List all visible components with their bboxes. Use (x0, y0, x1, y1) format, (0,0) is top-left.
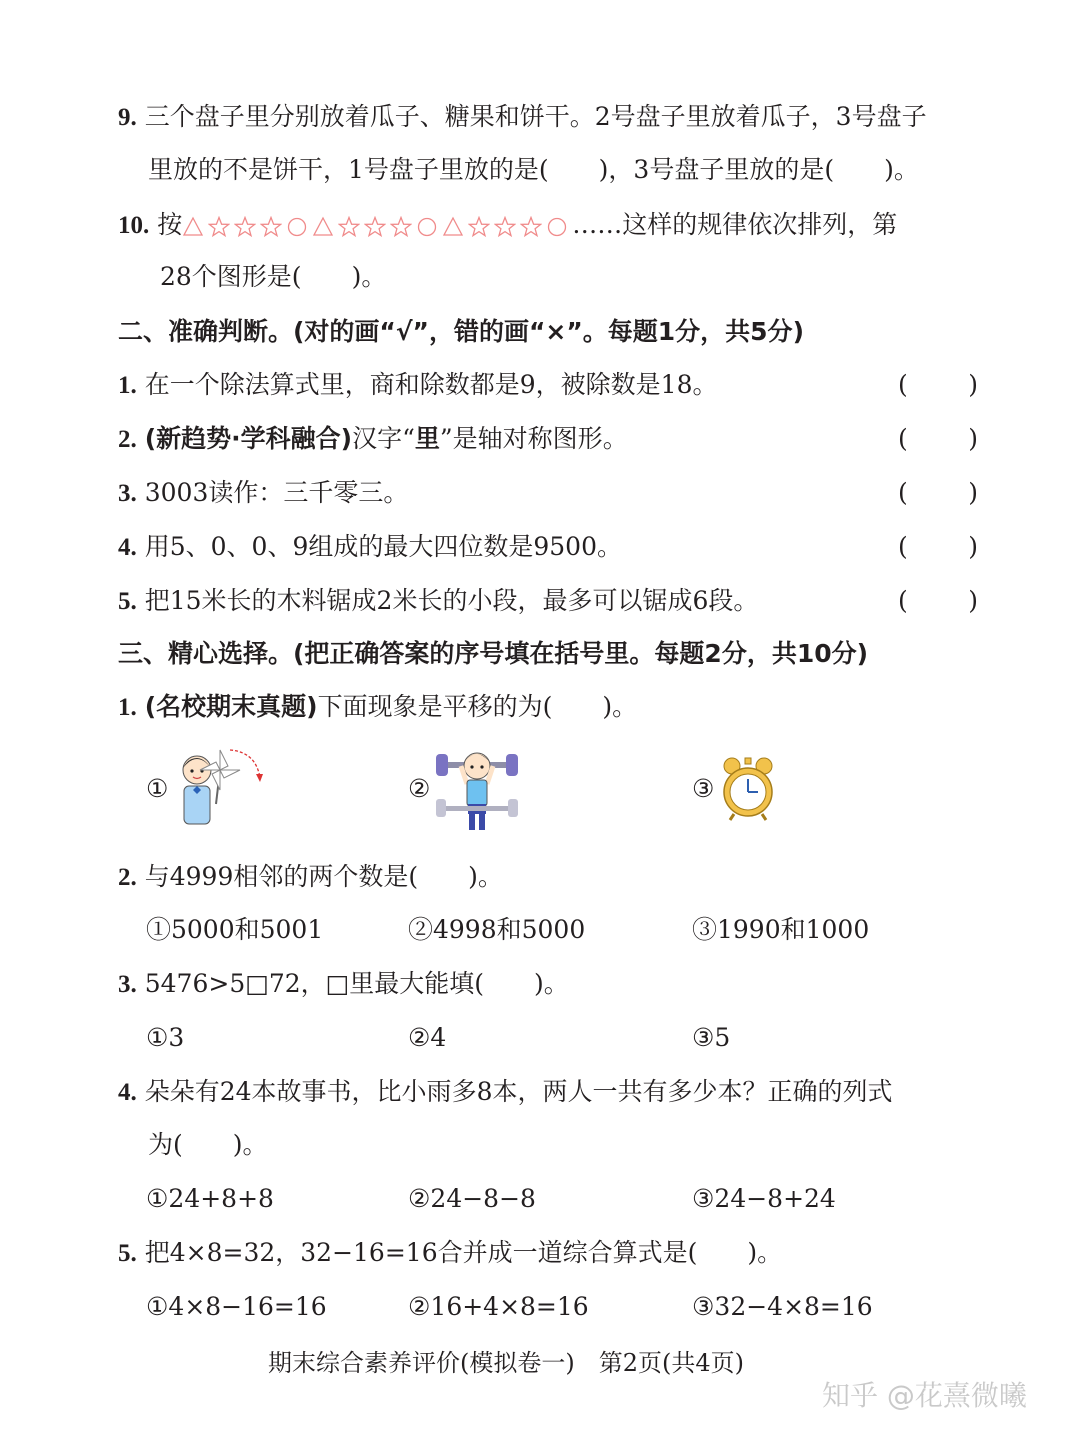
option-1[interactable]: ①24+8+8 (146, 1184, 274, 1213)
page-footer: 期末综合素养评价(模拟卷一) 第2页(共4页) (268, 1349, 744, 1377)
question-prefix: 按 (157, 210, 183, 239)
option-3[interactable]: ③5 (692, 1023, 731, 1052)
item-number: 3. (118, 480, 137, 507)
watermark: 知乎 @花熹微曦 (822, 1379, 1027, 1412)
judge-item-4 (118, 530, 622, 565)
item-number: 5. (118, 588, 137, 615)
triangle-icon (442, 216, 464, 238)
star-icon (208, 216, 230, 238)
item-text: 3003读作：三千零三。 (144, 478, 409, 507)
question-9-line-1 (118, 100, 927, 135)
question-number: 10. (118, 212, 150, 239)
star-icon (260, 216, 282, 238)
item-text: 用5、0、0、9组成的最大四位数是9500。 (144, 532, 622, 561)
question-text: 5476>5□72，□里最大能填( )。 (144, 969, 569, 998)
question-text: 与4999相邻的两个数是( )。 (144, 862, 503, 891)
alarm-clock-image (718, 756, 778, 822)
judge-item-5 (118, 584, 758, 619)
option-2[interactable]: ②16+4×8=16 (408, 1292, 589, 1321)
option-3[interactable]: ③32−4×8=16 (692, 1292, 873, 1321)
answer-parentheses[interactable]: ( ) (898, 370, 978, 399)
shape-sequence (182, 210, 572, 239)
question-number: 1. (118, 694, 137, 721)
judge-item-1 (118, 368, 717, 403)
option-2-marker[interactable]: ② (408, 774, 431, 803)
item-number: 2. (118, 426, 137, 453)
question-tag: (名校期末真题) (144, 692, 318, 721)
star-icon (338, 216, 360, 238)
choice-question-2 (118, 860, 503, 895)
option-1-marker[interactable]: ① (146, 774, 169, 803)
star-icon (468, 216, 490, 238)
triangle-icon (312, 216, 334, 238)
choice-question-1 (118, 690, 637, 725)
boy-pinwheel-image (176, 744, 266, 830)
star-icon (364, 216, 386, 238)
item-number: 4. (118, 534, 137, 561)
option-2[interactable]: ②4 (408, 1023, 447, 1052)
question-suffix: ……这样的规律依次排列，第 (572, 210, 898, 239)
option-2[interactable]: ②24−8−8 (408, 1184, 536, 1213)
star-icon (494, 216, 516, 238)
question-9-line-2: 里放的不是饼干，1号盘子里放的是( )，3号盘子里放的是( )。 (148, 155, 919, 184)
item-number: 1. (118, 372, 137, 399)
question-number: 3. (118, 971, 137, 998)
choice-question-4-line-2: 为( )。 (148, 1130, 268, 1159)
circle-icon (546, 216, 568, 238)
answer-parentheses[interactable]: ( ) (898, 424, 978, 453)
item-text: 在一个除法算式里，商和除数都是9，被除数是18。 (144, 370, 718, 399)
circle-icon (416, 216, 438, 238)
question-text: 三个盘子里分别放着瓜子、糖果和饼干。2号盘子里放着瓜子，3号盘子 (144, 102, 927, 131)
circle-icon (286, 216, 308, 238)
section-3-title: 三、精心选择。(把正确答案的序号填在括号里。每题2分，共10分) (118, 639, 869, 668)
star-icon (520, 216, 542, 238)
question-number: 9. (118, 104, 137, 131)
question-number: 2. (118, 864, 137, 891)
question-10-line-2: 28个图形是( )。 (160, 262, 387, 291)
option-1[interactable]: ①4×8−16=16 (146, 1292, 327, 1321)
weightlifter-image (434, 744, 520, 832)
question-10-line-1 (118, 208, 897, 243)
question-number: 5. (118, 1240, 137, 1267)
choice-question-3 (118, 967, 569, 1002)
option-1[interactable]: ①3 (146, 1023, 185, 1052)
question-number: 4. (118, 1079, 137, 1106)
judge-item-3 (118, 476, 408, 511)
answer-parentheses[interactable]: ( ) (898, 532, 978, 561)
bold-character: 里 (414, 424, 440, 453)
section-2-title: 二、准确判断。(对的画“√”，错的画“×”。每题1分，共5分) (118, 317, 804, 346)
option-3[interactable]: ③1990和1000 (692, 915, 870, 944)
triangle-icon (182, 216, 204, 238)
choice-question-4-line-1 (118, 1075, 892, 1110)
star-icon (390, 216, 412, 238)
option-3[interactable]: ③24−8+24 (692, 1184, 836, 1213)
item-text: 把15米长的木料锯成2米长的小段，最多可以锯成6段。 (144, 586, 759, 615)
option-1[interactable]: ①5000和5001 (146, 915, 324, 944)
question-text: 朵朵有24本故事书，比小雨多8本，两人一共有多少本？正确的列式 (144, 1077, 893, 1106)
option-3-marker[interactable]: ③ (692, 774, 715, 803)
judge-item-2: 2. (新趋势·学科融合)汉字“里”是轴对称图形。 (118, 424, 628, 453)
answer-parentheses[interactable]: ( ) (898, 586, 978, 615)
answer-parentheses[interactable]: ( ) (898, 478, 978, 507)
question-text: 下面现象是平移的为( )。 (317, 692, 638, 721)
item-tag: (新趋势·学科融合) (144, 424, 353, 453)
choice-question-5 (118, 1236, 782, 1271)
option-2[interactable]: ②4998和5000 (408, 915, 586, 944)
star-icon (234, 216, 256, 238)
question-text: 把4×8=32，32−16=16合并成一道综合算式是( )。 (144, 1238, 783, 1267)
